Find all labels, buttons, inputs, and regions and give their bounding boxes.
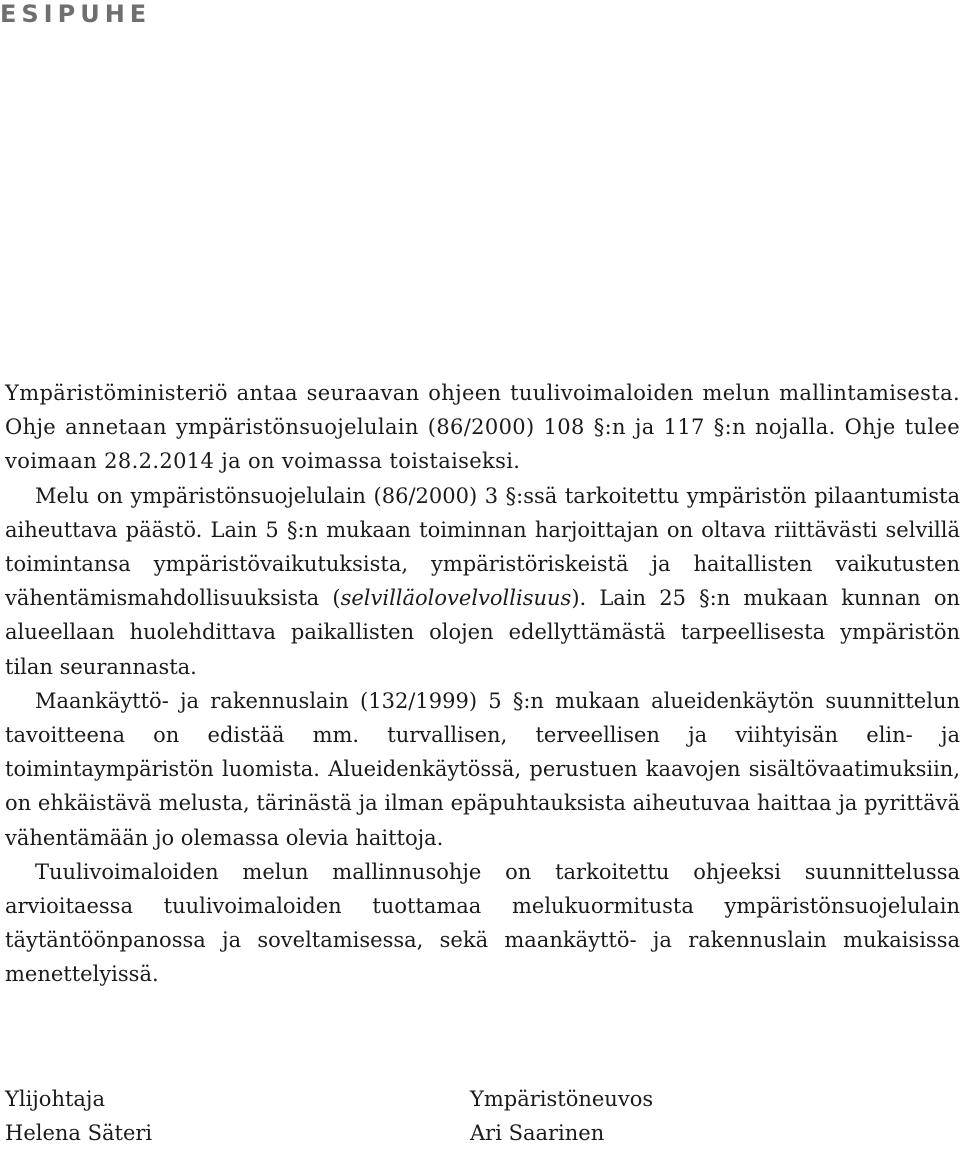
paragraph-text-start: Melu on ympäristönsuojelulain (86/2000) 3 §:ssä tarkoitettu ympäristön pilaantumista aiheuttava päästö. Lain 5 §:n mukaan toiminnan harjoittajan on oltava riittävästi selvillä toimintansa ympäristövaikutuksista, ympäristöriskeistä ja haitallisten vaikutusten vähentämismahdollisuuksista ( <box>5 483 960 611</box>
page-heading: ESIPUHE <box>0 0 152 28</box>
paragraph-directive: Ympäristöministeriö antaa seuraavan ohjeen tuulivoimaloiden melun mallintamisesta. Ohje annetaan ympäristönsuojelulain (86/2000) 108 §:n ja 117 §:n nojalla. Ohje tulee voimaan 28.2.2014 ja on voimassa toistaiseksi. <box>5 381 960 474</box>
paragraph-land-use: Maankäyttö- ja rakennuslain (132/1999) 5 §:n mukaan alueidenkäytön suunnittelun tavoitteena on edistää mm. turvallisen, terveellisen ja viihtyisän elin- ja toimintaympäristön luomista. Alueidenkäytössä, perustuen kaavojen sisältövaatimuksiin, on ehkäistävä melusta, tärinästä ja ilman epäpuhtauksista aiheutuvaa haittaa ja pyrittävä vähentämään jo olemassa olevia haittoja. <box>5 688 960 850</box>
paragraph-text-end: ). Lain 25 §:n mukaan kunnan on alueellaan huolehdittava paikallisten olojen edellyttämästä tarpeellisesta ympäristön tilan seurannasta. <box>5 586 960 679</box>
signatory-title: Ylijohtaja <box>5 1087 105 1111</box>
paragraph-purpose: Tuulivoimaloiden melun mallinnusohje on tarkoitettu ohjeeksi suunnittelussa arvioitaessa tuulivoimaloiden tuottamaa melukuormitusta ympäristönsuojelulain täytäntöönpanossa ja soveltamisessa, sekä maankäyttö- ja rakennuslain mukaisissa menettelyissä. <box>5 859 960 987</box>
signatory-name: Ari Saarinen <box>470 1121 605 1145</box>
signature-left <box>5 1082 152 1150</box>
italic-term: selvilläolovelvollisuus <box>340 586 572 611</box>
signatory-name: Helena Säteri <box>5 1121 153 1145</box>
paragraph-environmental-protection <box>5 479 960 684</box>
preface-body <box>5 376 960 992</box>
signature-right <box>470 1082 653 1150</box>
signatory-title: Ympäristöneuvos <box>470 1087 654 1111</box>
